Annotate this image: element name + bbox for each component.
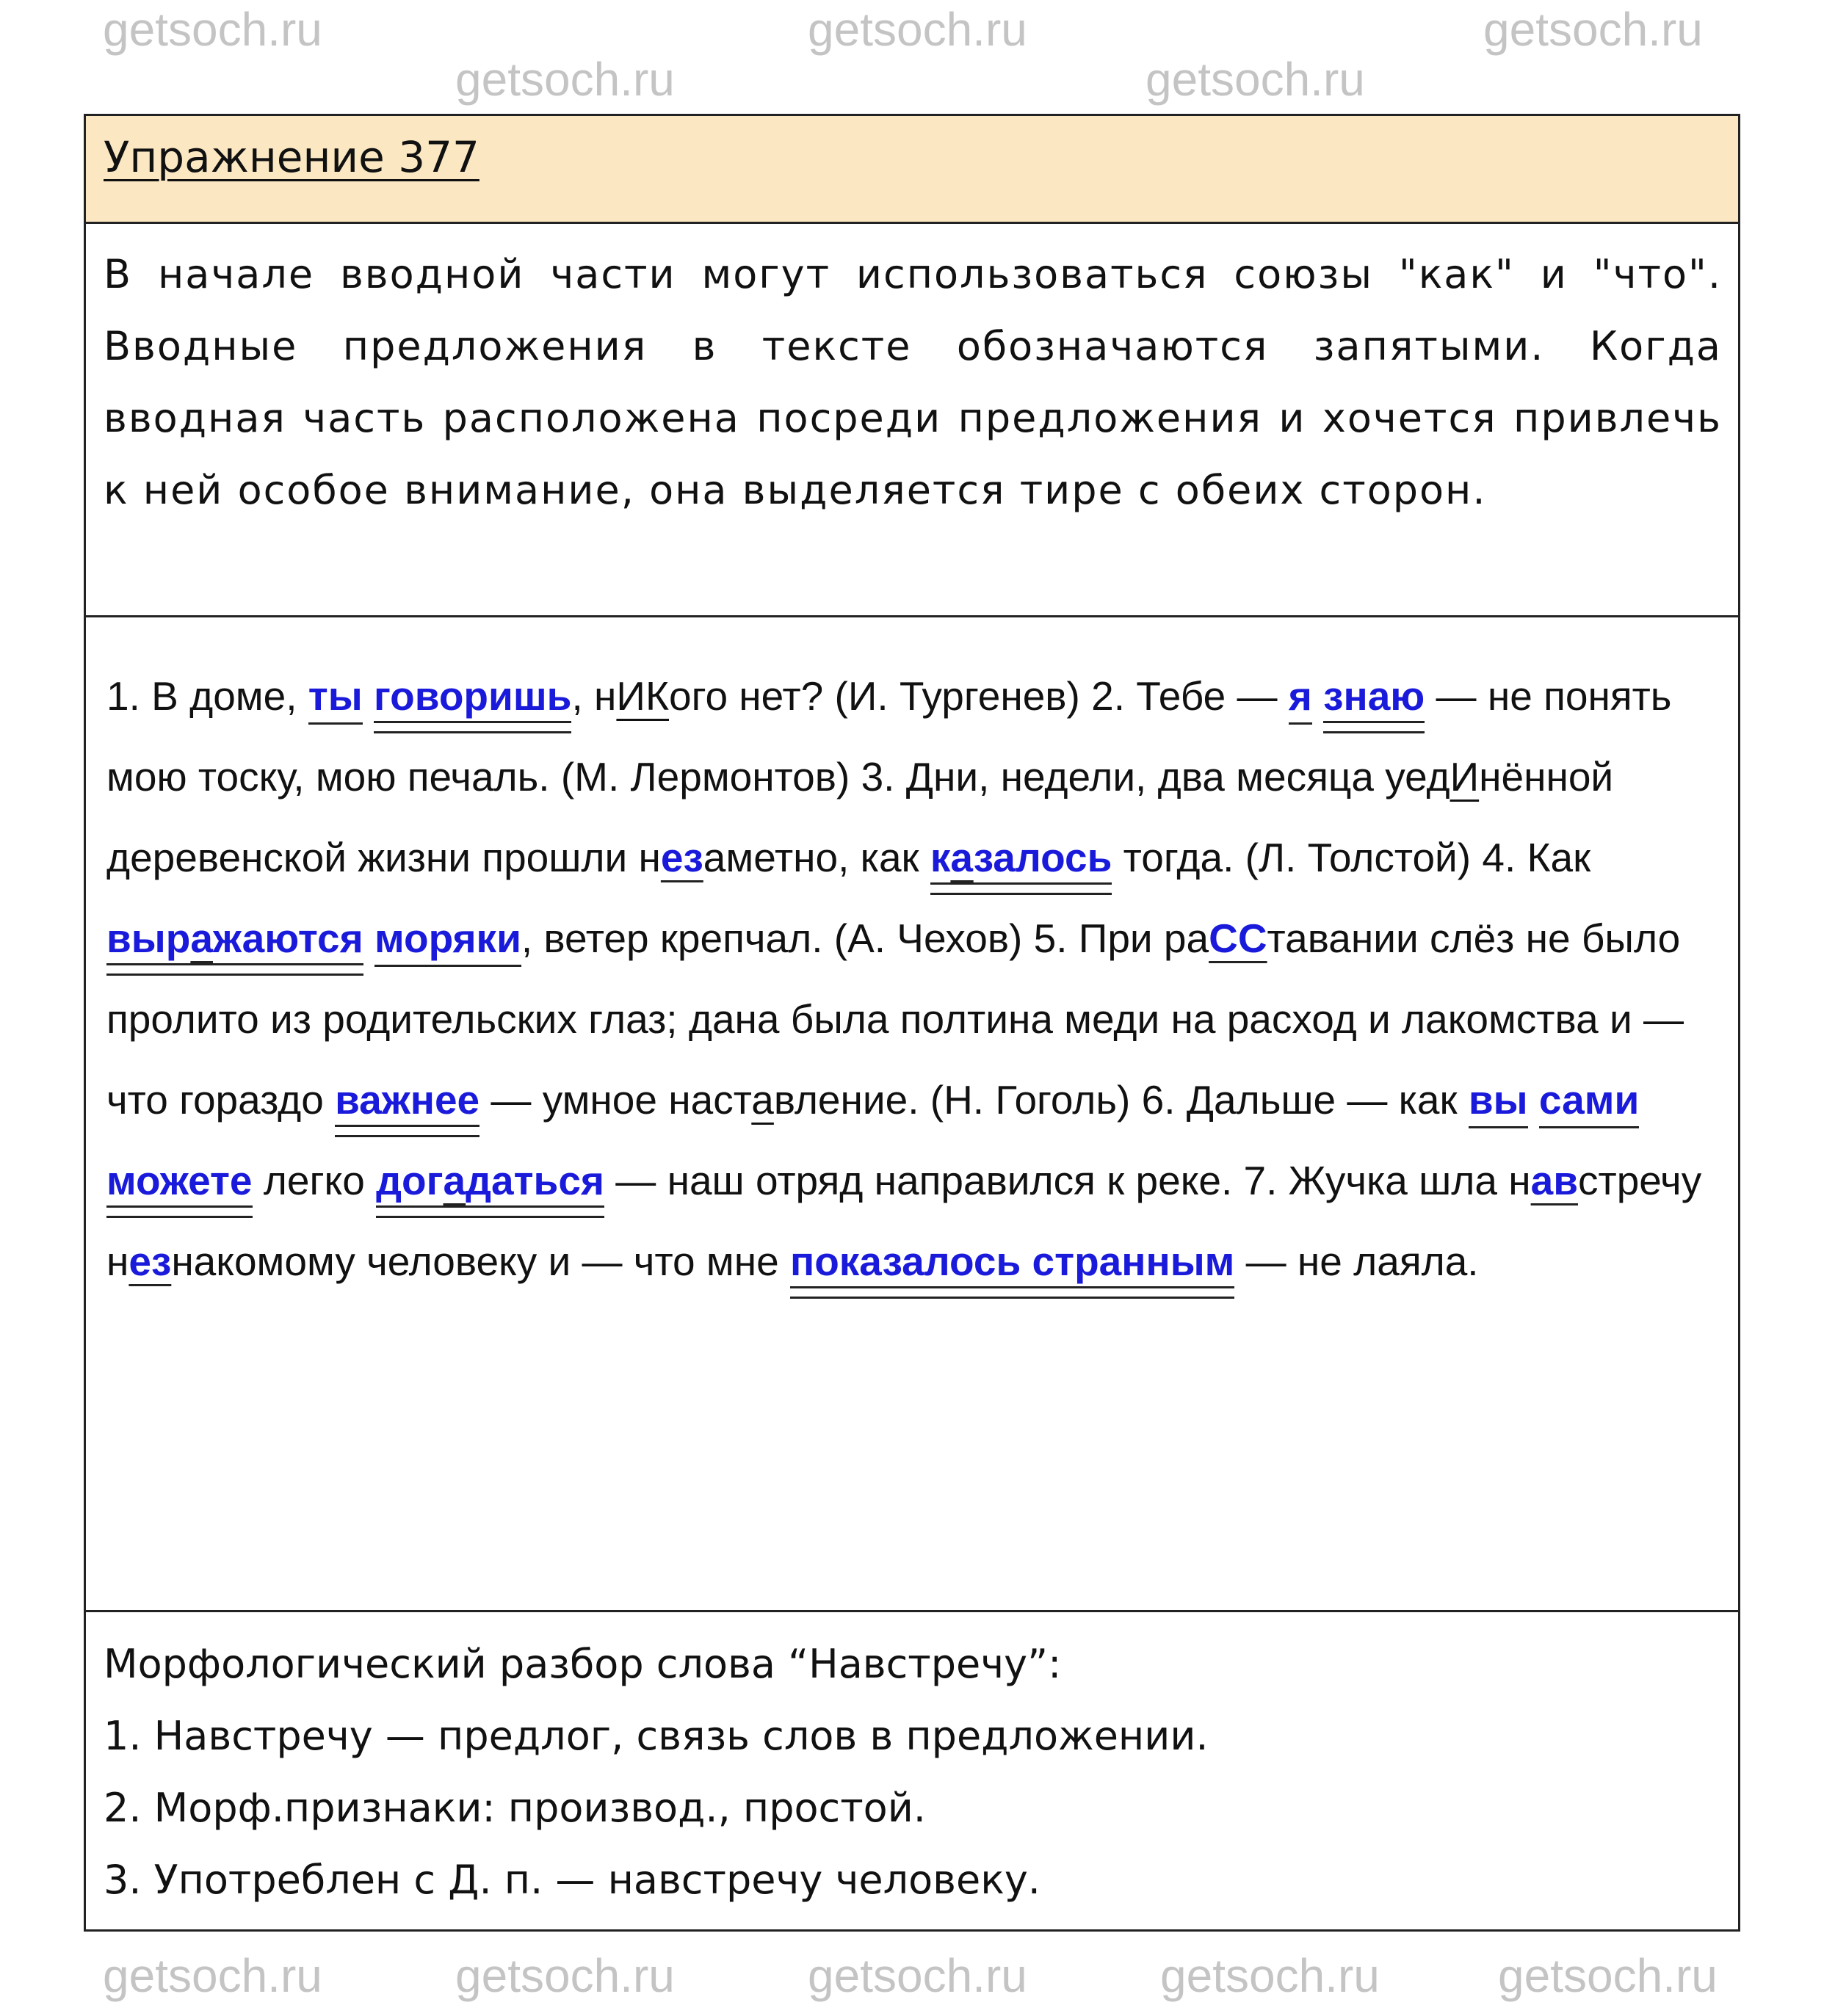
text-segment: аметно, как <box>703 835 930 880</box>
exercise-header <box>86 116 1738 224</box>
watermark: getsoch.ru <box>1160 1949 1380 2002</box>
text-segment: тавании слёз не было пролито из родительских глаз; дана была полтина меди на расход и лакомства и — что гораздо <box>106 915 1684 1123</box>
predicate-orthogram <box>444 1158 466 1218</box>
subject-word: вы <box>1469 1077 1528 1128</box>
text-segment: 1. В доме, <box>106 673 308 719</box>
predicate-word: выр <box>106 915 190 976</box>
text-segment: — наш отряд направился к реке. <box>604 1158 1244 1203</box>
watermark: getsoch.ru <box>103 3 322 56</box>
predicate-word: важнее <box>335 1077 479 1137</box>
predicate-word: можете <box>106 1158 253 1218</box>
predicate-word: жаются <box>213 915 363 976</box>
predicate-word: говоришь <box>374 673 572 733</box>
orthogram: И <box>1450 754 1480 799</box>
subject-word: ты <box>308 673 363 725</box>
text-segment: , ветер крепчал. (А. Чехов) 5. При ра <box>521 915 1209 961</box>
text-segment: вление. (Н. Гоголь) 6. Дальше — как <box>773 1077 1469 1123</box>
orthogram-letter: а <box>190 915 213 961</box>
predicate-word: к <box>930 835 951 895</box>
text-segment: ого нет? (И. Тургенев) 2. Тебе — <box>669 673 1289 719</box>
subject-word: сами <box>1539 1077 1639 1128</box>
morphological-analysis <box>86 1612 1738 1916</box>
text-segment: , н <box>571 673 617 719</box>
subject-word: моряки <box>374 915 521 967</box>
watermark: getsoch.ru <box>103 1949 322 2002</box>
orthogram-letter: а <box>443 1158 466 1203</box>
text-segment <box>363 915 374 961</box>
text-segment: — не понять мою тоску, мою печаль. (М. Лермонтов) 3. Дни, недели, два месяца уед <box>106 673 1672 799</box>
watermark: getsoch.ru <box>808 1949 1027 2002</box>
exercise-title: Упражнение 377 <box>104 132 479 182</box>
predicate-word: знаю <box>1323 673 1425 733</box>
text-segment <box>1312 673 1323 719</box>
morph-item: 2. Морф.признаки: производ., простой. <box>104 1785 926 1831</box>
morph-title: Морфологический разбор слова “Навстречу”: <box>104 1641 1062 1687</box>
predicate-orthogram <box>190 915 213 976</box>
exercise-card <box>84 114 1740 1932</box>
watermark: getsoch.ru <box>1498 1949 1718 2002</box>
predicate-word: даться <box>466 1158 604 1218</box>
watermark: getsoch.ru <box>1146 53 1365 106</box>
predicate-word: показалось странным <box>790 1239 1234 1299</box>
text-segment: легко <box>252 1158 377 1203</box>
morph-item: 1. Навстречу — предлог, связь слов в предложении. <box>104 1713 1209 1759</box>
orthogram: а <box>751 1077 774 1123</box>
watermark: getsoch.ru <box>1483 3 1703 56</box>
orthogram: ИК <box>616 673 669 719</box>
text-segment: нённой деревенской жизни прошли н <box>106 754 1614 880</box>
text-segment <box>1528 1077 1539 1123</box>
orthogram: ав <box>1530 1158 1579 1203</box>
predicate-word: залось <box>974 835 1112 895</box>
orthogram-letter: а <box>950 835 974 880</box>
watermark: getsoch.ru <box>808 3 1027 56</box>
orthogram: ез <box>129 1239 172 1284</box>
text-segment: тогда. (Л. Толстой) 4. Как <box>1112 835 1591 880</box>
rule-text: В начале вводной части могут использоваться союзы "как" и "что". Вводные предложения в тексте обозначаются запятыми. Когда вводная часть расположена посреди предложения и хочется привлечь к ней особое внимание, она выделяется тире с обеих сторон. <box>86 224 1738 617</box>
watermark: getsoch.ru <box>455 53 675 106</box>
subject-word: я <box>1289 673 1312 725</box>
text-segment: — не лаяла. <box>1234 1239 1479 1284</box>
text-segment: — умное наст <box>479 1077 752 1123</box>
watermark: getsoch.ru <box>455 1949 675 2002</box>
text-segment <box>363 673 374 719</box>
text-segment: стречу н <box>106 1158 1702 1284</box>
predicate-orthogram <box>950 835 973 895</box>
morph-item: 3. Употреблен с Д. п. — навстречу человеку. <box>104 1857 1041 1903</box>
text-segment: 7. Жучка шла н <box>1243 1158 1531 1203</box>
orthogram: СС <box>1209 915 1267 961</box>
text-segment: накомому человеку и — что мне <box>171 1239 790 1284</box>
examples-text <box>86 617 1738 1612</box>
predicate-word: дог <box>376 1158 443 1218</box>
orthogram: ез <box>660 835 703 880</box>
